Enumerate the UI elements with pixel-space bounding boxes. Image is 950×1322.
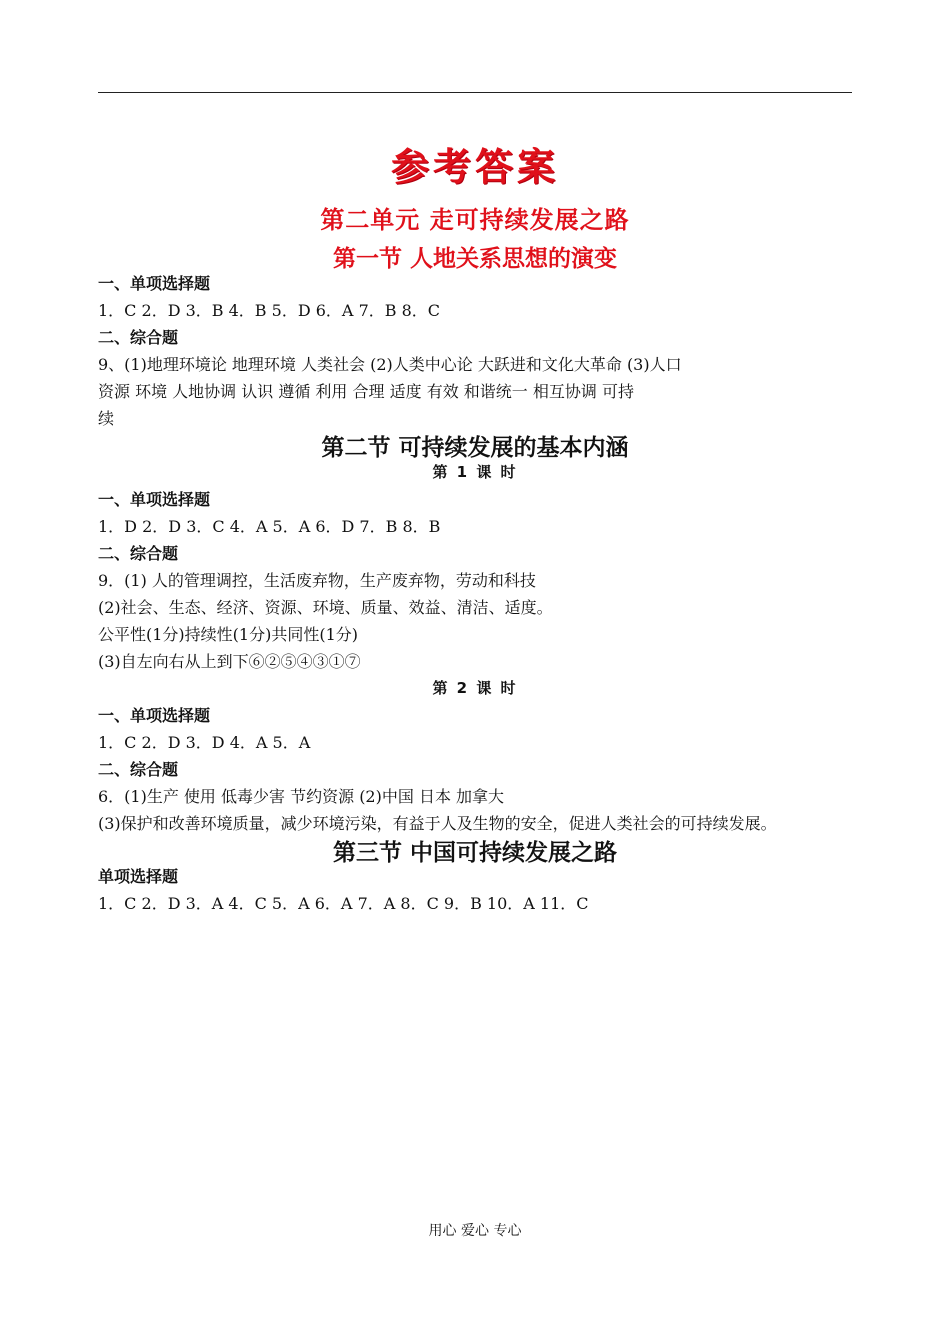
section-3-single-label: 单项选择题: [98, 867, 179, 886]
section-2-title: 第二节 可持续发展的基本内涵: [321, 435, 629, 461]
section-2-single-answers: 1．D 2．D 3．C 4．A 5．A 6．D 7．B 8．B: [98, 517, 441, 536]
lesson-1-title: 第 1 课 时: [432, 463, 518, 481]
page-footer: 用心 爱心 专心: [428, 1223, 522, 1239]
section-2-comp-line: 9．(1) 人的管理调控，生活废弃物，生产废弃物，劳动和科技: [98, 571, 536, 590]
lesson-2-comp-line: (3)保护和改善环境质量，减少环境污染，有益于人及生物的安全，促进人类社会的可持续发展。: [98, 814, 777, 833]
lesson-2-single-answers: 1．C 2．D 3．D 4．A 5．A: [98, 733, 311, 752]
section-3-single-answers: 1．C 2．D 3．A 4．C 5．A 6．A 7．A 8．C 9．B 10．A 11．C: [98, 894, 589, 913]
section-2-comp-line: 公平性(1分)持续性(1分)共同性(1分): [98, 625, 358, 644]
section-1-comp-line: 续: [98, 409, 115, 428]
section-3-title: 第三节 中国可持续发展之路: [332, 840, 617, 866]
header-rule: [98, 92, 852, 93]
section-1-single-label: 一、单项选择题: [98, 274, 211, 293]
section-2-comp-label: 二、综合题: [98, 544, 179, 563]
lesson-2-comp-line: 6．(1)生产 使用 低毒少害 节约资源 (2)中国 日本 加拿大: [98, 787, 505, 806]
section-2-single-label: 一、单项选择题: [98, 490, 211, 509]
lesson-2-title: 第 2 课 时: [432, 679, 518, 697]
lesson-2-comp-label: 二、综合题: [98, 760, 179, 779]
unit-title: 第二单元 走可持续发展之路: [320, 206, 630, 234]
section-1-comp-line: 资源 环境 人地协调 认识 遵循 利用 合理 适度 有效 和谐统一 相互协调 可持: [98, 382, 634, 401]
page-title: 参考答案: [390, 145, 559, 189]
section-1-single-answers: 1．C 2．D 3．B 4．B 5．D 6．A 7．B 8．C: [98, 301, 441, 320]
section-2-comp-line: (3)自左向右从上到下⑥②⑤④③①⑦: [98, 652, 361, 671]
section-1-title: 第一节 人地关系思想的演变: [332, 246, 617, 272]
lesson-2-single-label: 一、单项选择题: [98, 706, 211, 725]
section-2-comp-line: (2)社会、生态、经济、资源、环境、质量、效益、清洁、适度。: [98, 598, 553, 617]
section-1-comp-line: 9、(1)地理环境论 地理环境 人类社会 (2)人类中心论 大跃进和文化大革命 (3)人口: [98, 355, 682, 374]
section-1-comp-label: 二、综合题: [98, 328, 179, 347]
